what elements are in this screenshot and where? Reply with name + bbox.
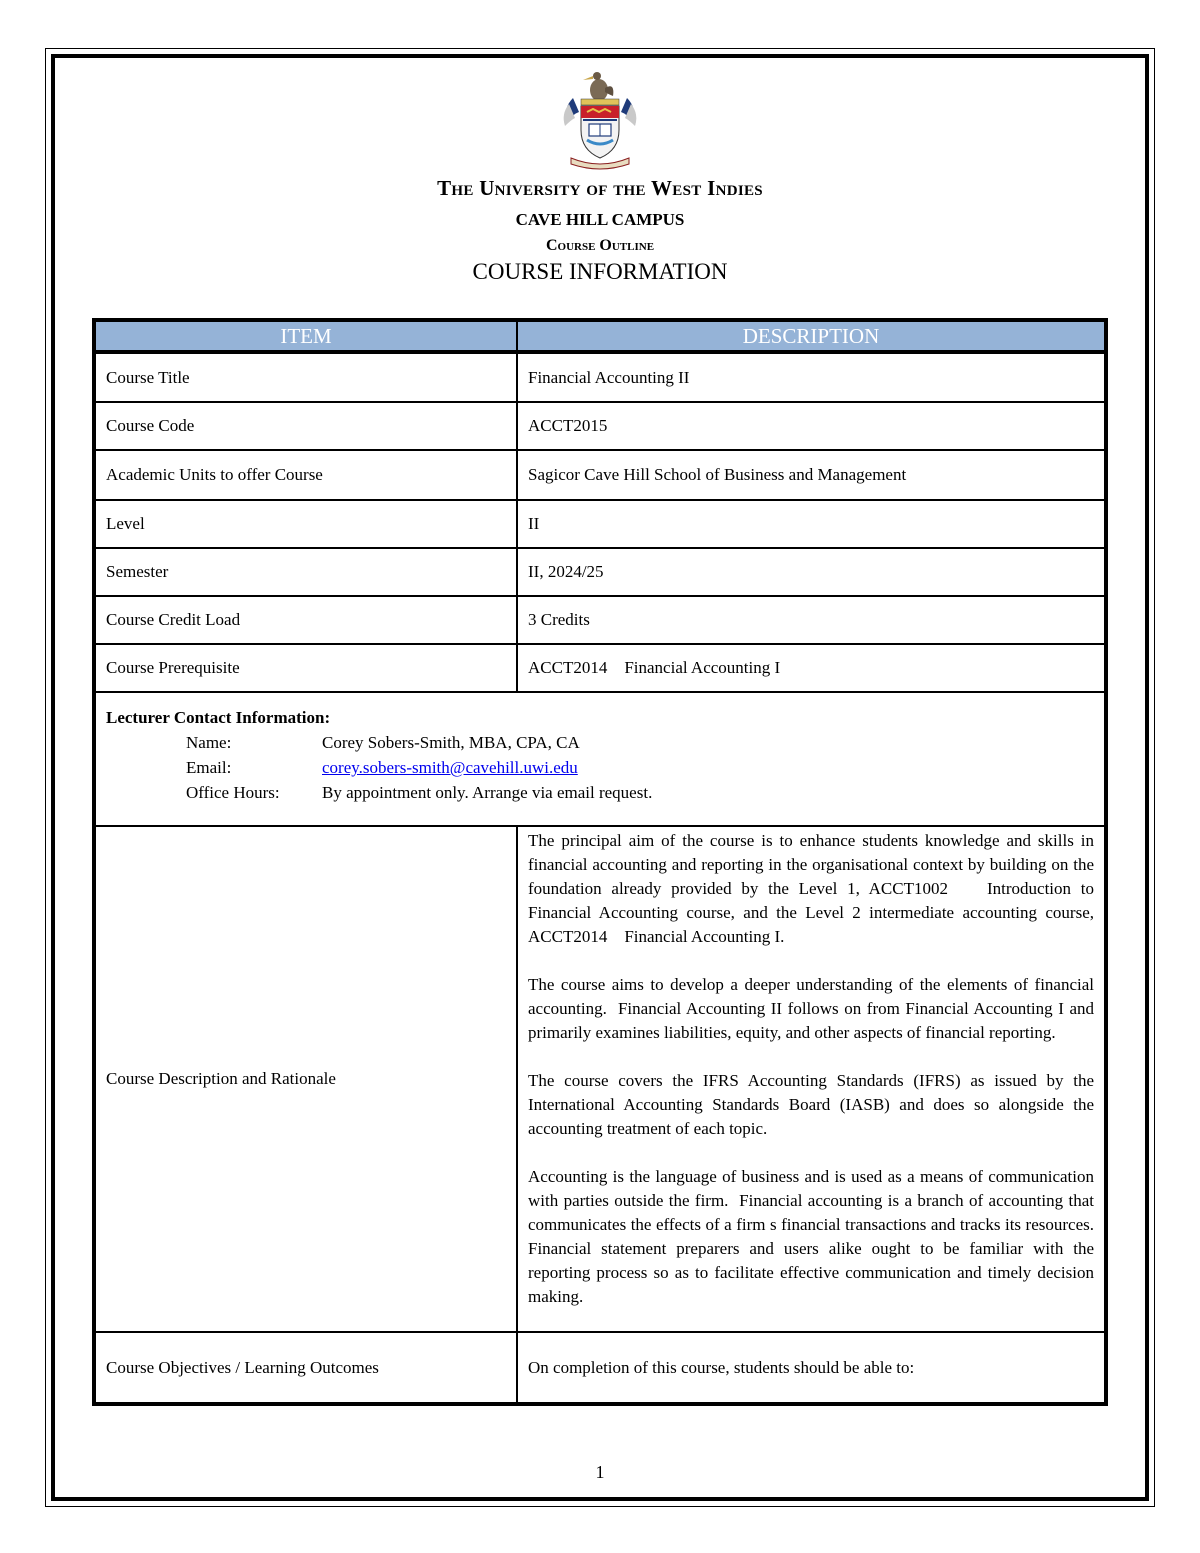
row-label: Course Prerequisite bbox=[94, 644, 517, 692]
university-name bbox=[0, 176, 1200, 201]
contact-email-label: Email: bbox=[186, 758, 232, 777]
row-label: Semester bbox=[94, 548, 517, 596]
objectives-label: Course Objectives / Learning Outcomes bbox=[94, 1332, 517, 1404]
lecturer-contact-cell bbox=[94, 692, 1106, 826]
rationale-paragraph: The principal aim of the course is to enhance students knowledge and skills in financial accounting and reporting in the organisational context by building on the foundation already provided by the Level 1, ACCT1002 Introduction to Financial Accounting course, and the Level 2 intermediate accounting course, ACCT2014 Financial Accounting I. bbox=[528, 831, 1099, 946]
university-name-text: The University of the West Indies bbox=[437, 176, 763, 200]
contact-hours-line bbox=[106, 780, 1094, 805]
table-row bbox=[94, 596, 1106, 644]
row-label: Course Title bbox=[94, 352, 517, 402]
row-label: Course Code bbox=[94, 402, 517, 450]
section-title: COURSE INFORMATION bbox=[472, 259, 728, 284]
table-row bbox=[94, 450, 1106, 500]
rationale-paragraph: The course covers the IFRS Accounting Standards (IFRS) as issued by the International Accounting Standards Board (IASB) and does so alongside the accounting treatment of each topic. bbox=[528, 1071, 1094, 1138]
course-info-table bbox=[92, 318, 1108, 1406]
row-value: 3 Credits bbox=[517, 596, 1106, 644]
rationale-paragraph: Accounting is the language of business and is used as a means of communication with parties outside the firm. Financial accounting is a branch of accounting that communicates the effects of a firm s financial transactions and tracks its resources. Financial statement preparers and users alike ought to be familiar with the reporting process so as to facilitate effective communication and timely decision making. bbox=[528, 1167, 1099, 1306]
rationale-text bbox=[517, 826, 1106, 1332]
objectives-value: On completion of this course, students should be able to: bbox=[517, 1332, 1106, 1404]
campus-name: CAVE HILL CAMPUS bbox=[515, 210, 685, 229]
row-value: Financial Accounting II bbox=[517, 352, 1106, 402]
rationale-paragraph: The course aims to develop a deeper understanding of the elements of financial accounting. Financial Accounting II follows on from Financial Accounting I and primarily examines liabilities, equity, and other aspects of financial reporting. bbox=[528, 975, 1099, 1042]
rationale-row bbox=[94, 826, 1106, 1332]
table-header-row bbox=[94, 320, 1106, 352]
row-label: Course Credit Load bbox=[94, 596, 517, 644]
row-label: Academic Units to offer Course bbox=[94, 450, 517, 500]
contact-email-line bbox=[106, 755, 1094, 780]
row-value: ACCT2015 bbox=[517, 402, 1106, 450]
row-label: Level bbox=[94, 500, 517, 548]
table-row bbox=[94, 352, 1106, 402]
email-link[interactable]: corey.sobers-smith@cavehill.uwi.edu bbox=[322, 758, 578, 777]
row-value: II bbox=[517, 500, 1106, 548]
page-number: 1 bbox=[595, 1462, 605, 1482]
contact-hours-label: Office Hours: bbox=[186, 783, 280, 802]
university-crest-icon bbox=[553, 68, 647, 172]
table-row bbox=[94, 500, 1106, 548]
table-row bbox=[94, 644, 1106, 692]
course-outline-text: Course Outline bbox=[545, 237, 655, 254]
contact-name-line bbox=[106, 730, 1094, 755]
row-value: II, 2024/25 bbox=[517, 548, 1106, 596]
row-value: Sagicor Cave Hill School of Business and Management bbox=[517, 450, 1106, 500]
contact-row bbox=[94, 692, 1106, 826]
course-outline-heading bbox=[0, 237, 1200, 255]
contact-title: Lecturer Contact Information: bbox=[106, 708, 331, 727]
objectives-row bbox=[94, 1332, 1106, 1404]
table-row bbox=[94, 548, 1106, 596]
row-value: ACCT2014 Financial Accounting I bbox=[517, 644, 1106, 692]
rationale-label: Course Description and Rationale bbox=[94, 826, 517, 1332]
header-description: DESCRIPTION bbox=[517, 320, 1106, 352]
table-row bbox=[94, 402, 1106, 450]
header-item: ITEM bbox=[94, 320, 517, 352]
contact-name-label: Name: bbox=[186, 733, 232, 752]
contact-hours-value: By appointment only. Arrange via email request. bbox=[322, 783, 653, 802]
contact-name-value: Corey Sobers-Smith, MBA, CPA, CA bbox=[322, 733, 580, 752]
